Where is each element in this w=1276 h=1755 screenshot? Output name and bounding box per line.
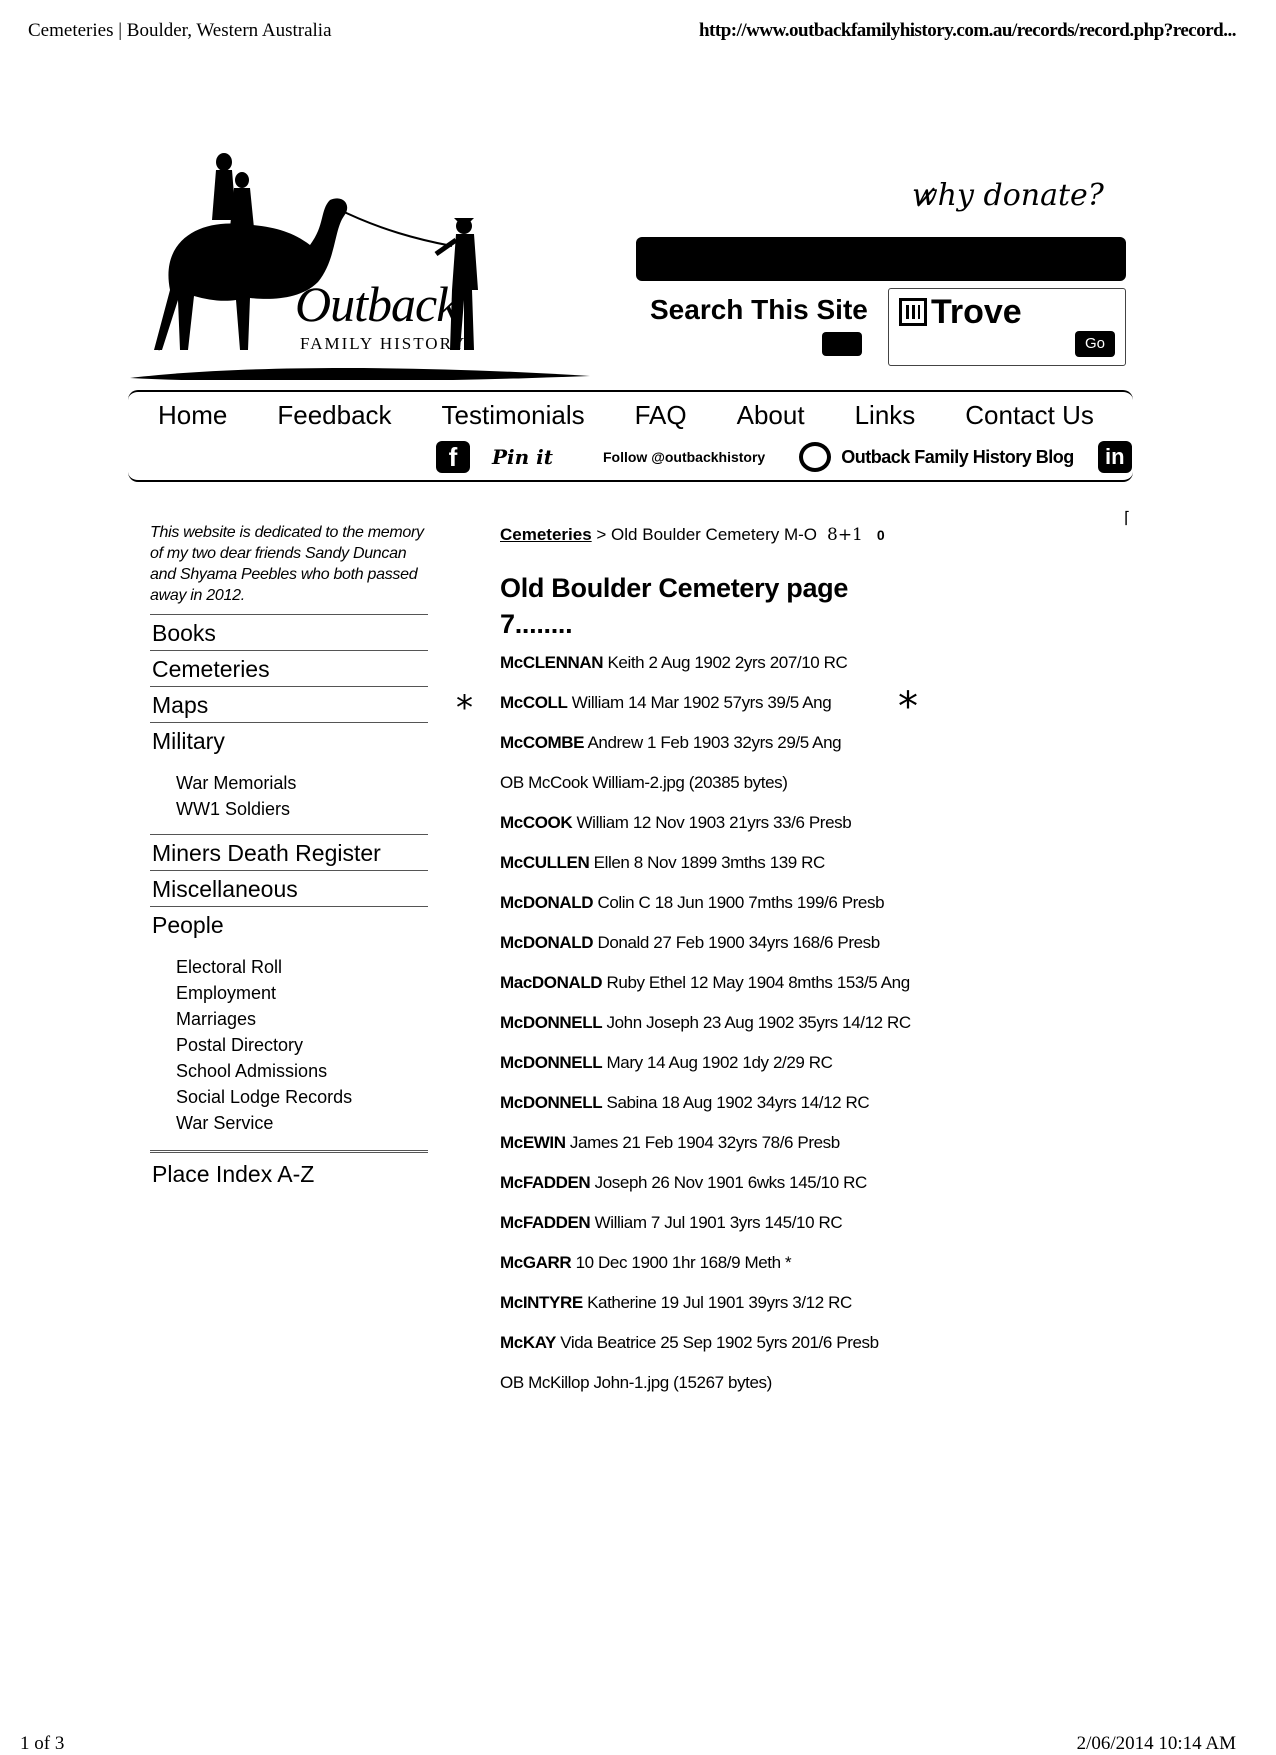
pinit-link[interactable]: Pin it — [492, 445, 553, 469]
burial-record — [500, 1012, 920, 1034]
sidebar-subitem-electoral-roll[interactable]: Electoral Roll — [176, 957, 283, 977]
record-details: Andrew 1 Feb 1903 32yrs 29/5 Ang — [584, 733, 842, 752]
dedication-text: This website is dedicated to the memory of my two dear friends Sandy Duncan and Shyama Peebles who both passed away in 2012. — [150, 522, 428, 615]
page-title: Old Boulder Cemetery page 7........ — [500, 573, 849, 639]
sidebar-item-military[interactable]: Military — [152, 728, 225, 754]
record-surname: MacDONALD — [500, 973, 603, 992]
record-surname: McDONNELL — [500, 1093, 603, 1112]
nav-faq[interactable]: FAQ — [634, 400, 687, 430]
record-details: Joseph 26 Nov 1901 6wks 145/10 RC — [590, 1173, 867, 1192]
record-details: James 21 Feb 1904 32yrs 78/6 Presb — [565, 1133, 840, 1152]
record-surname: McGARR — [500, 1253, 572, 1272]
record-details: Ruby Ethel 12 May 1904 8mths 153/5 Ang — [602, 973, 910, 992]
sidebar-subitem-ww1-soldiers[interactable]: WW1 Soldiers — [176, 799, 291, 819]
burial-record — [500, 932, 920, 954]
record-surname: McFADDEN — [500, 1213, 591, 1232]
print-page-number: 1 of 3 — [20, 1733, 65, 1754]
blog-link[interactable]: Outback Family History Blog — [841, 446, 1074, 467]
burial-records-list — [500, 652, 920, 1394]
record-surname: McDONNELL — [500, 1013, 603, 1032]
record-surname: McDONALD — [500, 893, 594, 912]
record-surname: McCLENNAN — [500, 653, 604, 672]
trove-logo — [899, 293, 1022, 332]
trove-go-button[interactable]: Go — [1075, 331, 1115, 357]
social-bar — [436, 440, 1132, 474]
twitter-follow-link[interactable]: Follow @outbackhistory — [602, 449, 766, 465]
burial-record — [500, 1332, 920, 1354]
nav-about[interactable]: About — [736, 400, 805, 430]
handwritten-why-donate: why donate? — [912, 178, 1104, 213]
cursor-icon: ⌈ — [1124, 510, 1131, 527]
logo-subtitle: FAMILY HISTORY — [300, 334, 467, 353]
burial-record — [500, 732, 920, 754]
record-details: Ellen 8 Nov 1899 3mths 139 RC — [589, 853, 825, 872]
nav-contact-us[interactable]: Contact Us — [965, 400, 1094, 430]
record-details: 10 Dec 1900 1hr 168/9 Meth * — [571, 1253, 792, 1272]
sidebar-item-miscellaneous[interactable]: Miscellaneous — [150, 871, 428, 907]
record-surname: McFADDEN — [500, 1173, 591, 1192]
sidebar-subitem-postal-directory[interactable]: Postal Directory — [176, 1035, 304, 1055]
trove-label: Trove — [931, 293, 1022, 331]
handwritten-star-right: * — [898, 684, 918, 730]
main-nav — [158, 400, 1094, 434]
record-details: William 14 Mar 1902 57yrs 39/5 Ang — [567, 693, 832, 712]
sidebar-item-miners-death-register[interactable]: Miners Death Register — [150, 835, 428, 871]
record-details: OB McKillop John-1.jpg (15267 bytes) — [500, 1373, 772, 1392]
facebook-icon[interactable]: f — [436, 441, 470, 473]
record-surname: McINTYRE — [500, 1293, 583, 1312]
sidebar-subitem-marriages[interactable]: Marriages — [176, 1009, 257, 1029]
burial-record — [500, 812, 920, 834]
burial-record — [500, 652, 920, 674]
print-header — [28, 20, 1236, 50]
blog-icon[interactable] — [799, 442, 831, 472]
burial-record — [500, 1292, 920, 1314]
trove-search-box[interactable] — [888, 288, 1126, 366]
record-surname: McDONALD — [500, 933, 594, 952]
record-details: William 12 Nov 1903 21yrs 33/6 Presb — [572, 813, 852, 832]
record-details: Mary 14 Aug 1902 1dy 2/29 RC — [602, 1053, 833, 1072]
burial-record — [500, 852, 920, 874]
logo-wordmark: Outback — [295, 276, 458, 332]
record-surname: McKAY — [500, 1333, 556, 1352]
record-details: John Joseph 23 Aug 1902 35yrs 14/12 RC — [602, 1013, 911, 1032]
record-surname: McDONNELL — [500, 1053, 603, 1072]
people-submenu — [150, 942, 428, 1153]
linkedin-icon[interactable]: in — [1098, 441, 1132, 473]
burial-record — [500, 1132, 920, 1154]
record-details: Colin C 18 Jun 1900 7mths 199/6 Presb — [593, 893, 885, 912]
image-file-link[interactable] — [500, 1372, 920, 1394]
sidebar-item-cemeteries[interactable]: Cemeteries — [150, 651, 428, 687]
trove-icon — [899, 298, 927, 326]
breadcrumb — [500, 524, 920, 546]
military-submenu — [150, 758, 428, 835]
burial-record — [500, 1092, 920, 1114]
sidebar — [150, 522, 428, 1191]
burial-record — [500, 892, 920, 914]
burial-record — [500, 1172, 920, 1194]
search-label: Search This Site — [650, 294, 868, 325]
print-datetime: 2/06/2014 10:14 AM — [1076, 1733, 1236, 1754]
search-input[interactable] — [636, 237, 1126, 281]
handwritten-star-left: * — [456, 688, 473, 728]
record-surname: McCOLL — [500, 693, 568, 712]
record-details: Keith 2 Aug 1902 2yrs 207/10 RC — [603, 653, 848, 672]
record-details: William 7 Jul 1901 3yrs 145/10 RC — [590, 1213, 843, 1232]
sidebar-subitem-war-memorials[interactable]: War Memorials — [176, 773, 297, 793]
sidebar-subitem-school-admissions[interactable]: School Admissions — [176, 1061, 328, 1081]
breadcrumb-current: > Old Boulder Cemetery M-O — [591, 525, 817, 544]
record-surname: McEWIN — [500, 1133, 566, 1152]
main-content — [500, 524, 920, 1412]
nav-home[interactable]: Home — [158, 400, 228, 430]
site-logo[interactable] — [130, 150, 590, 380]
sidebar-item-people[interactable]: People — [152, 912, 224, 938]
record-details: OB McCook William-2.jpg (20385 bytes) — [500, 773, 788, 792]
breadcrumb-cemeteries-link[interactable]: Cemeteries — [500, 525, 592, 544]
sidebar-subitem-social-lodge-records[interactable]: Social Lodge Records — [176, 1087, 353, 1107]
record-details: Donald 27 Feb 1900 34yrs 168/6 Presb — [593, 933, 880, 952]
record-surname: McCULLEN — [500, 853, 590, 872]
burial-record — [500, 1252, 920, 1274]
burial-record — [500, 1212, 920, 1234]
record-details: Vida Beatrice 25 Sep 1902 5yrs 201/6 Presb — [555, 1333, 879, 1352]
record-details: Katherine 19 Jul 1901 39yrs 3/12 RC — [582, 1293, 852, 1312]
burial-record — [500, 972, 920, 994]
google-plus-button[interactable]: 8+1 — [827, 525, 863, 545]
image-file-link[interactable] — [500, 772, 920, 794]
nav-testimonials[interactable]: Testimonials — [441, 400, 585, 430]
sidebar-subitem-war-service[interactable]: War Service — [176, 1113, 274, 1133]
record-surname: McCOMBE — [500, 733, 585, 752]
sidebar-item-books[interactable]: Books — [150, 615, 428, 651]
nav-feedback[interactable]: Feedback — [277, 400, 392, 430]
record-surname: McCOOK — [500, 813, 573, 832]
print-footer — [20, 1731, 1236, 1755]
google-plus-count: 0 — [876, 527, 885, 543]
nav-links[interactable]: Links — [854, 400, 916, 430]
sidebar-item-place-index[interactable]: Place Index A-Z — [152, 1161, 315, 1187]
burial-record — [500, 1052, 920, 1074]
print-page-title: Cemeteries | Boulder, Western Australia — [28, 20, 332, 41]
sidebar-item-maps[interactable]: Maps — [150, 687, 428, 723]
record-details: Sabina 18 Aug 1902 34yrs 14/12 RC — [602, 1093, 870, 1112]
burial-record — [500, 692, 920, 714]
sidebar-subitem-employment[interactable]: Employment — [176, 983, 277, 1003]
print-page-url: http://www.outbackfamilyhistory.com.au/records/record.php?record... — [698, 20, 1236, 41]
search-button[interactable] — [822, 332, 862, 356]
